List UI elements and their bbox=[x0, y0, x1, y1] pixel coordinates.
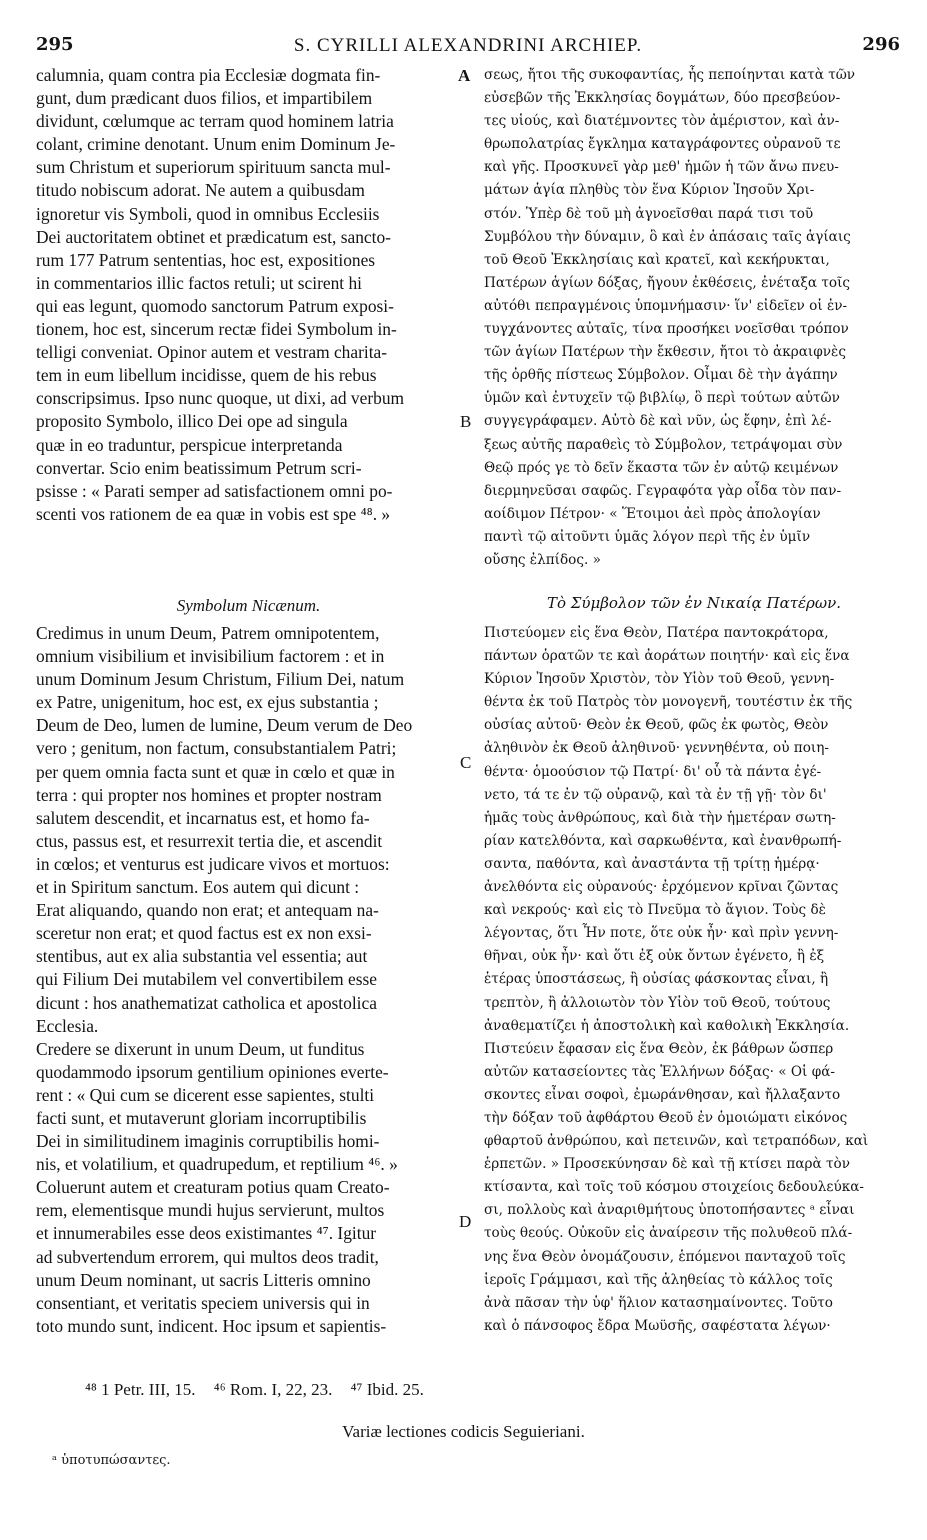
variae-lectiones-title: Variæ lectiones codicis Seguieriani. bbox=[342, 1422, 585, 1441]
running-header bbox=[36, 34, 900, 58]
margin-marker-a: A bbox=[458, 66, 471, 85]
latin-text-top: calumnia, quam contra pia Ecclesiæ dogmata fin- gunt, dum prædicant duos filios, et impartibilem dividunt, cœlumque ac terram quod hominem latria colant, crimine denotant. Unum enim Dominum Je- sum Christum et superiorum spirituum sancta mul- titudo nobiscum adorat. Ne autem a quibusdam ignoretur vis Symboli, quod in omnibus Ecclesiis Dei auctoritatem obtinet et prædicatum est, sancto- rum 177 Patrum sententias, hoc est, expositiones in commentarios illic factos retuli; ut scirent hi qui eas legunt, quomodo sanctorum Patrum exposi- tionem, hoc est, sincerum rectæ fidei Symbolum in- telligi conveniat. Opinor autem et vestram charita- tem in eum libellum incidisse, quem de his rebus conscripsimus. Ipso nunc quoque, ut dixi, ad verbum proposito Symbolo, illico Dei ope ad singula quæ in eo traduntur, perspicue interpretanda convertar. Scio enim beatissimum Petrum scri- psisse : « Parati semper ad satisfactionem omni po- scenti vos rationem de ea quæ in vobis est spe ⁴⁸. » bbox=[36, 65, 405, 524]
footnote: ⁴⁷ Ibid. 25. bbox=[350, 1380, 424, 1399]
greek-column-top bbox=[484, 64, 904, 572]
footnotes bbox=[85, 1380, 438, 1400]
page-number-left: 295 bbox=[36, 34, 74, 55]
latin-column-top bbox=[36, 64, 461, 526]
footnote: ⁴⁸ 1 Petr. III, 15. bbox=[85, 1380, 196, 1399]
greek-text-top: σεως, ἤτοι τῆς συκοφαντίας, ἧς πεποίηνται κατὰ τῶν εὐσεβῶν τῆς Ἐκκλησίας δογμάτων, δύο πρεσβεύον- τες υἱούς, καὶ διατέμνοντες τὸν ἀμέριστον, καὶ ἀν- θρωπολατρίας ἔγκλημα καταγράφοντες οὐρανοῦ τε καὶ γῆς. Προσκυνεῖ γὰρ μεθ' ἡμῶν ἡ τῶν ἄνω πνευ- μάτων ἁγία πληθὺς τὸν ἕνα Κύριον Ἰησοῦν Χρι- στόν. Ὑπὲρ δὲ τοῦ μὴ ἀγνοεῖσθαι παρά τισι τοῦ Συμβόλου τὴν δύναμιν, ὃ καὶ ἐν ἁπάσαις ταῖς ἁγίαις τοῦ Θεοῦ Ἐκκλησίαις καὶ κρατεῖ, καὶ κεκήρυκται, Πατέρων ἁγίων δόξας, ἤγουν ἐκθέσεις, ἐνέταξα τοῖς αὐτόθι πεπραγμένοις ὑπομνήμασιν· ἵν' εἰδεῖεν οἱ ἐν- τυγχάνοντες αὐταῖς, τίνα προσήκει νοεῖσθαι τρόπον τῶν ἁγίων Πατέρων τὴν ἔκθεσιν, ἤτοι τὸ ἀκραιφνὲς τῆς ὀρθῆς πίστεως Σύμβολον. Οἶμαι δὲ τὴν ἀγάπην ὑμῶν καὶ ἐντυχεῖν τῷ βιβλίῳ, ὃ περὶ τούτων αὐτῶν συγγεγράφαμεν. Αὐτὸ δὲ καὶ νῦν, ὡς ἔφην, ἐπὶ λέ- ξεως αὐτῆς παραθεὶς τὸ Σύμβολον, τετράψομαι σὺν Θεῷ πρός γε τὸ δεῖν ἕκαστα τῶν ἐν αὐτῷ κειμένων διερμηνεῦσαι σαφῶς. Γεγραφότα γὰρ οἶδα τὸν παν- αοίδιμον Πέτρον· « Ἕτοιμοι ἀεὶ πρὸς ἀπολογίαν παντὶ τῷ αἰτοῦντι ὑμᾶς λόγον περὶ τῆς ἐν ὑμῖν οὔσης ἐλπίδος. » bbox=[484, 67, 856, 568]
greek-section-title: Τὸ Σύμβολον τῶν ἐν Νικαίᾳ Πατέρων. bbox=[546, 594, 841, 612]
latin-column-lower bbox=[36, 622, 461, 1338]
latin-text-lower: Credimus in unum Deum, Patrem omnipotentem, omnium visibilium et invisibilium factorem : et in unum Dominum Jesum Christum, Filium Dei, natum ex Patre, unigenitum, hoc est, ex ejus substantia ; Deum de Deo, lumen de lumine, Deum verum de Deo vero ; genitum, non factum, consubstantialem Patri; per quem omnia facta sunt et quæ in cœlo et quæ in terra : qui propter nos homines et propter nostram salutem descendit, et incarnatus est, et homo fa- ctus, passus est, et resurrexit tertia die, et ascendit in cœlos; et venturus est judicare vivos et mortuos: et in Spiritum sanctum. Eos autem qui dicunt : Erat aliquando, quando non erat; et antequam na- sceretur non erat; et quod factus est ex non exsi- stentibus, aut ex alia substantia vel essentia; aut qui Filium Dei mutabilem vel convertibilem esse dicunt : hos anathematizat catholica et apostolica Ecclesia. Credere se dixerunt in unum Deum, ut funditus quodammodo ipsorum gentilium opiniones everte- rent : « Qui cum se dicerent esse sapientes, stulti facti sunt, et mutaverunt gloriam incorruptibilis Dei in similitudinem imaginis corruptibilis homi- nis, et volatilium, et quadrupedum, et reptilium ⁴⁶. » Coluerunt autem et creaturam potius quam Creato- rem, elementisque mundi hujus servierunt, multos et innumerabiles esse deos existimantes ⁴⁷. Igitur ad subvertendum errorem, qui multos deos tradit, unum Deum nominant, ut sacris Litteris omnino consentiant, et veritatis speciem universis qui in toto mundo sunt, indicent. Hoc ipsum et sapientis- bbox=[36, 623, 413, 1336]
greek-column-lower bbox=[484, 622, 904, 1338]
footnote: ⁴⁶ Rom. I, 22, 23. bbox=[213, 1380, 333, 1399]
latin-section-title: Symbolum Nicænum. bbox=[176, 596, 321, 615]
margin-marker-b: B bbox=[460, 412, 472, 431]
margin-marker-c: C bbox=[460, 753, 472, 772]
greek-text-lower: Πιστεύομεν εἰς ἕνα Θεὸν, Πατέρα παντοκράτορα, πάντων ὁρατῶν τε καὶ ἀοράτων ποιητήν· καὶ εἰς ἕνα Κύριον Ἰησοῦν Χριστὸν, τὸν Υἱὸν τοῦ Θεοῦ, γεννη- θέντα ἐκ τοῦ Πατρὸς τὸν μονογενῆ, τουτέστιν ἐκ τῆς οὐσίας αὐτοῦ· Θεὸν ἐκ Θεοῦ, φῶς ἐκ φωτὸς, Θεὸν ἀληθινὸν ἐκ Θεοῦ ἀληθινοῦ· γεννηθέντα, οὐ ποιη- θέντα· ὁμοούσιον τῷ Πατρί· δι' οὗ τὰ πάντα ἐγέ- νετο, τά τε ἐν τῷ οὐρανῷ, καὶ τὰ ἐν τῇ γῇ· τὸν δι' ἡμᾶς τοὺς ἀνθρώπους, καὶ διὰ τὴν ἡμετέραν σωτη- ρίαν κατελθόντα, καὶ σαρκωθέντα, καὶ ἐνανθρωπή- σαντα, παθόντα, καὶ ἀναστάντα τῇ τρίτῃ ἡμέρᾳ· ἀνελθόντα εἰς οὐρανούς· ἐρχόμενον κρῖναι ζῶντας καὶ νεκρούς· καὶ εἰς τὸ Πνεῦμα τὸ ἅγιον. Τοὺς δὲ λέγοντας, ὅτι Ἦν ποτε, ὅτε οὐκ ἦν· καὶ πρὶν γεννη- θῆναι, οὐκ ἦν· καὶ ὅτι ἐξ οὐκ ὄντων ἐγένετο, ἢ ἐξ ἑτέρας ὑποστάσεως, ἢ οὐσίας φάσκοντας εἶναι, ἢ τρεπτὸν, ἢ ἀλλοιωτὸν τὸν Υἱὸν τοῦ Θεοῦ, τούτους ἀναθεματίζει ἡ ἀποστολικὴ καὶ καθολικὴ Ἐκκλησία. Πιστεύειν ἔφασαν εἰς ἕνα Θεὸν, ἐκ βάθρων ὥσπερ αὐτῶν κατασείοντες τὰς Ἑλλήνων δόξας· « Οἱ φά- σκοντες εἶναι σοφοὶ, ἐμωράνθησαν, καὶ ἤλλαξαντο τὴν δόξαν τοῦ ἀφθάρτου Θεοῦ ἐν ὁμοιώματι εἰκόνος φθαρτοῦ ἀνθρώπου, καὶ πετεινῶν, καὶ τετραπόδων, καὶ ἑρπετῶν. » Προσεκύνησαν δὲ καὶ τῇ κτίσει παρὰ τὸν κτίσαντα, καὶ τοῖς τοῦ κόσμου στοιχείοις δεδουλεύκα- σι, πολλοὺς καὶ ἀναριθμήτους ὑποτοπήσαντες ᵃ εἶναι τοὺς θεούς. Οὐκοῦν εἰς ἀναίρεσιν τῆς πολυθεοῦ πλά- νης ἕνα Θεὸν ὀνομάζουσιν, ἑπόμενοι πανταχοῦ τοῖς ἱεροῖς Γράμμασι, καὶ τῆς ἀληθείας τὸ κάλλος τοῖς ἀνὰ πᾶσαν τὴν ὑφ' ἥλιον κατασημαίνοντες. Τοῦτο καὶ ὁ πάνσοφος ἔδρα Μωϋσῆς, σαφέστατα λέγων· bbox=[484, 625, 869, 1334]
variae-lectiones-note: ᵃ ὑποτυπώσαντες. bbox=[52, 1453, 171, 1468]
running-title: S. CYRILLI ALEXANDRINI ARCHIEP. bbox=[293, 35, 643, 56]
margin-marker-d: D bbox=[459, 1212, 472, 1231]
page-number-right: 296 bbox=[862, 34, 900, 55]
